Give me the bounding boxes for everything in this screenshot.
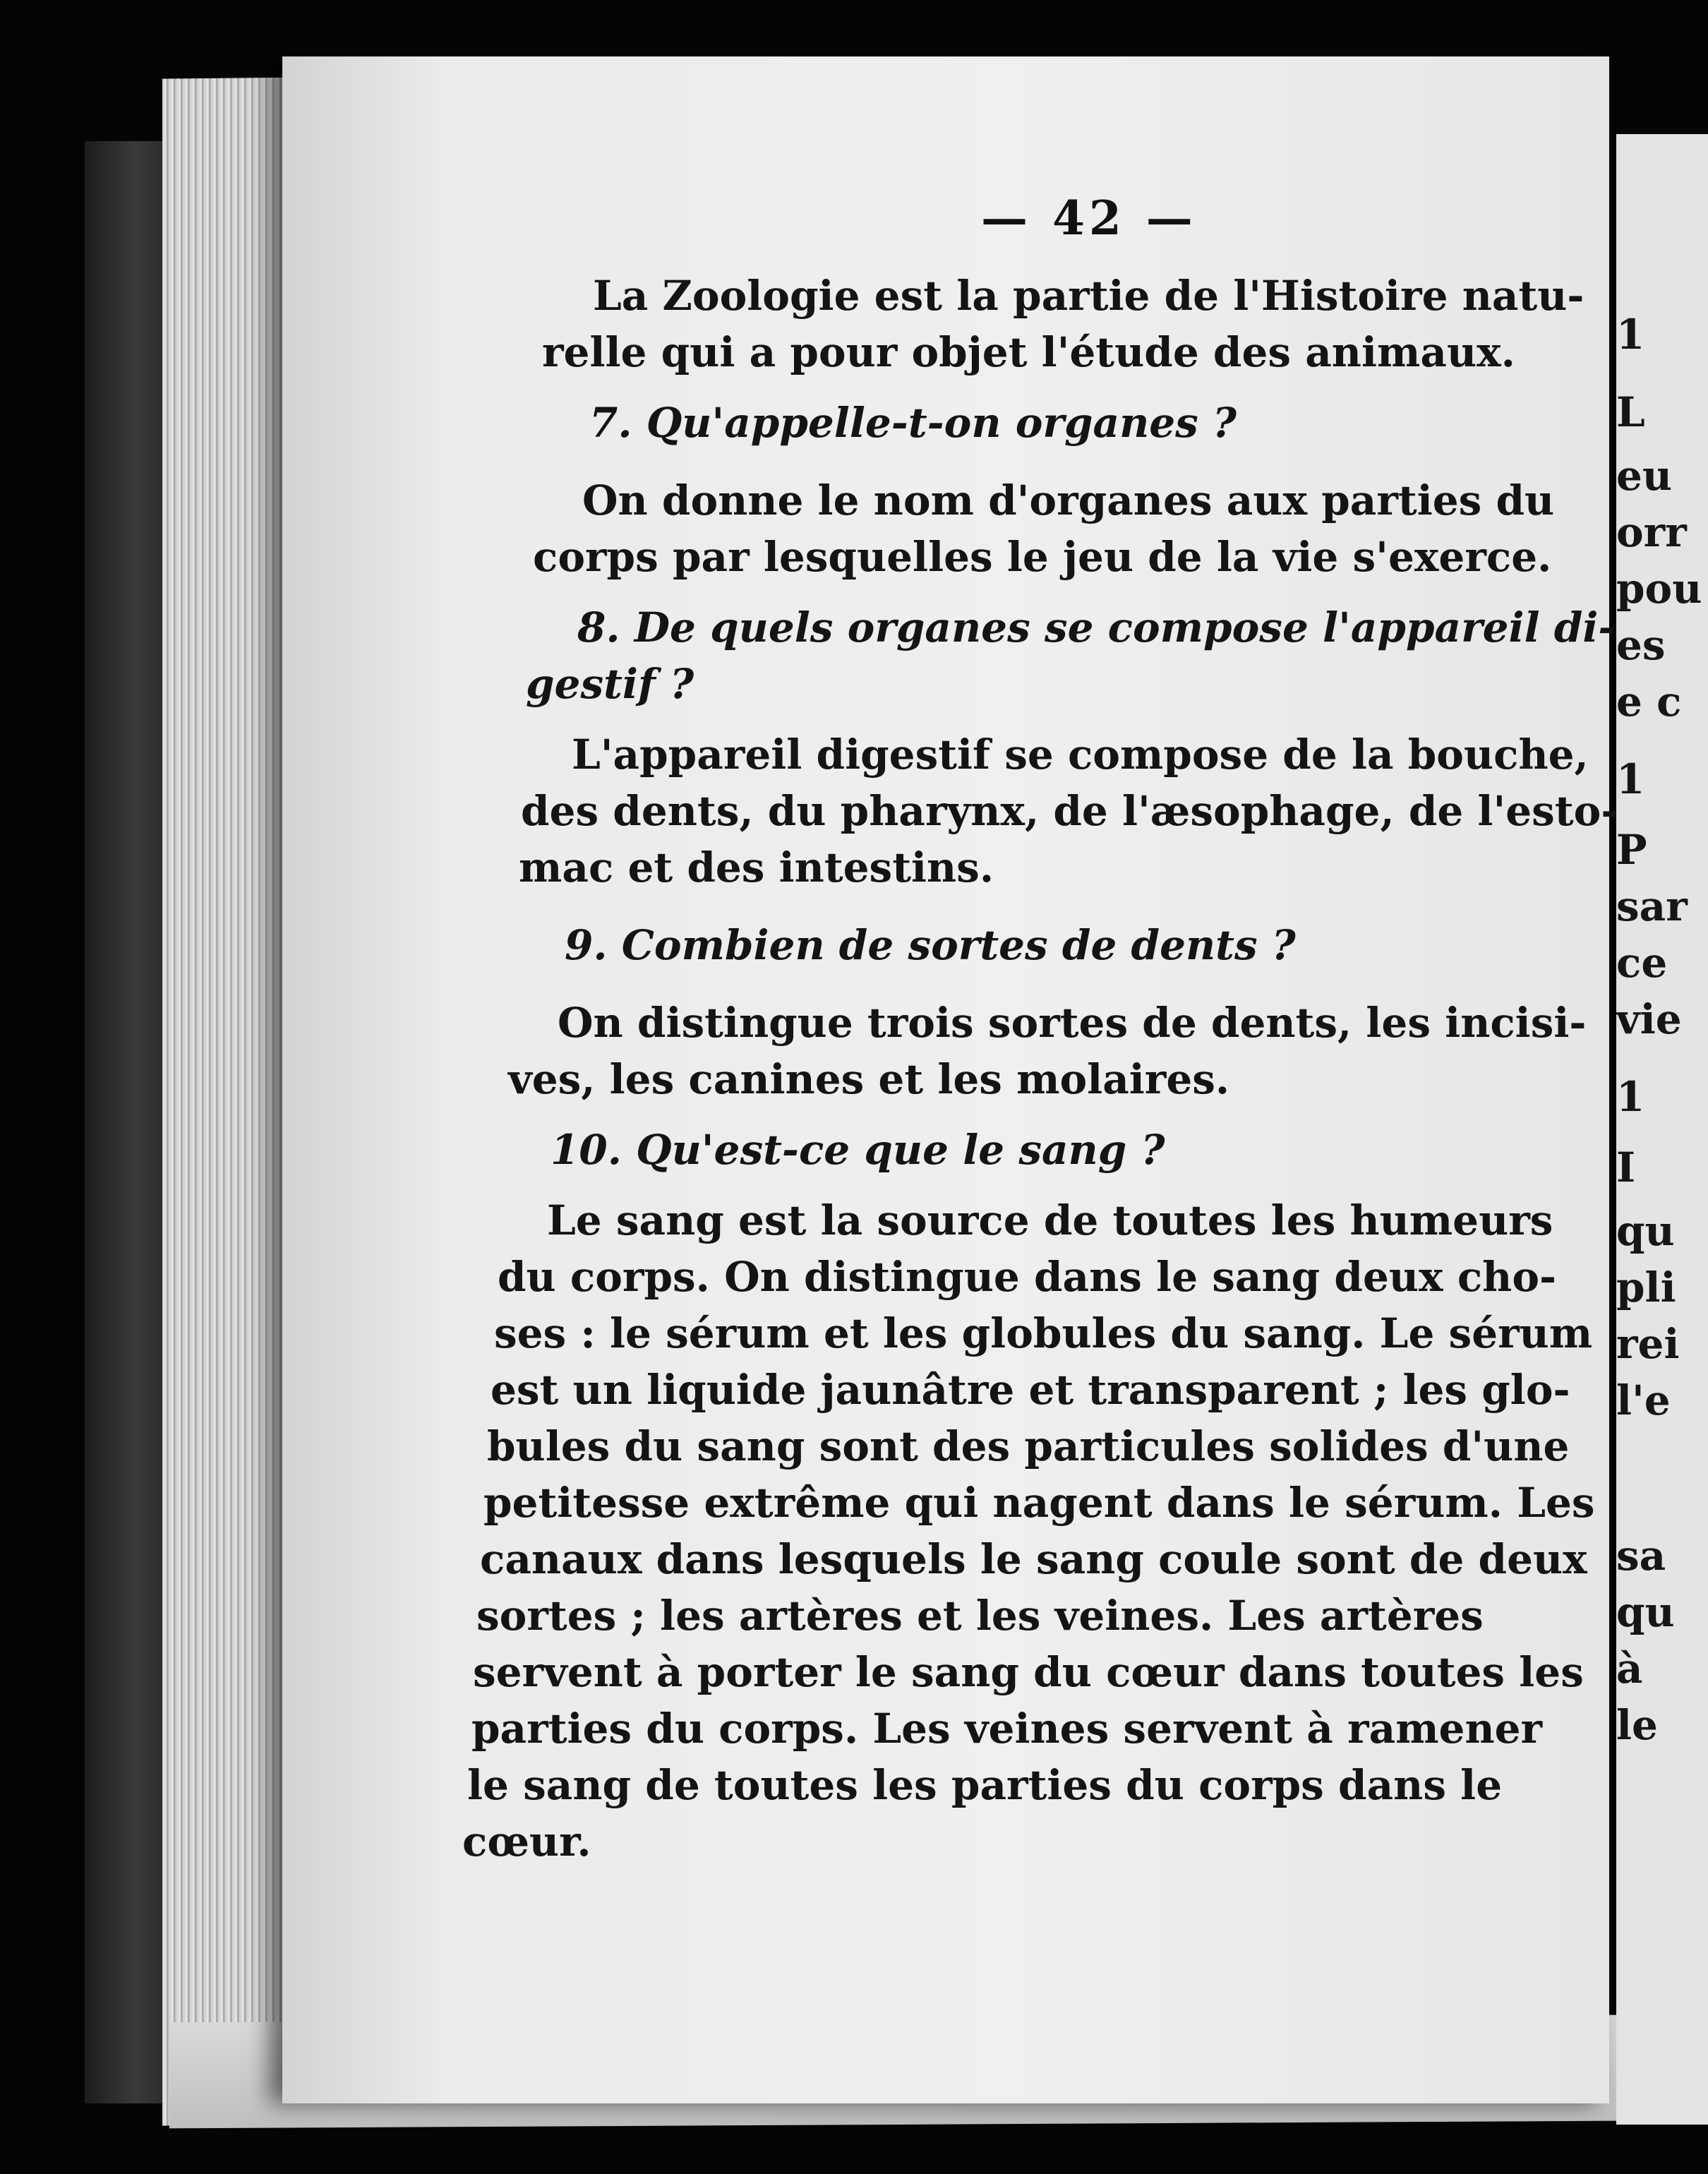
question-heading: 9. Combien de sortes de dents ?	[565, 921, 1296, 969]
facing-page-fragment: eu	[1616, 452, 1673, 500]
text-line: des dents, du pharynx, de l'æsophage, de l'esto-	[521, 787, 1618, 835]
text-line: On distingue trois sortes de dents, les incisi-	[558, 999, 1587, 1047]
facing-page-fragment: L	[1616, 388, 1645, 436]
facing-page-fragment: vie	[1616, 995, 1682, 1043]
facing-page-fragment: l'e	[1616, 1376, 1671, 1424]
question-heading: 7. Qu'appelle-t-on organes ?	[589, 399, 1237, 447]
facing-page-fragment: I	[1616, 1143, 1636, 1191]
text-line: sortes ; les artères et les veines. Les artères	[476, 1592, 1484, 1640]
page-number: — 42 —	[981, 191, 1197, 246]
facing-page-fragment: es	[1616, 621, 1666, 669]
facing-page-fragment: e c	[1616, 678, 1682, 726]
text-line: cœur.	[462, 1818, 591, 1866]
facing-page	[1616, 134, 1708, 2125]
facing-page-fragment: P	[1616, 826, 1647, 874]
facing-page-fragment: 1	[1616, 755, 1645, 803]
facing-page-fragment: sar	[1616, 882, 1688, 930]
facing-page-fragment: à	[1616, 1645, 1643, 1693]
facing-page-fragment: 1	[1616, 1073, 1645, 1121]
facing-page-fragment: pou	[1616, 565, 1702, 613]
facing-page-fragment: le	[1616, 1701, 1658, 1749]
facing-page-fragment: sa	[1616, 1532, 1666, 1580]
text-line: servent à porter le sang du cœur dans toutes les	[473, 1648, 1584, 1696]
facing-page-fragment: 1	[1616, 311, 1645, 359]
question-heading: 8. De quels organes se compose l'appareil di-	[577, 603, 1616, 651]
text-line: ses : le sérum et les globules du sang. Le sérum	[494, 1309, 1593, 1357]
text-line: est un liquide jaunâtre et transparent ; les glo-	[491, 1366, 1570, 1414]
text-line: corps par lesquelles le jeu de la vie s'exerce.	[533, 533, 1552, 581]
text-line: La Zoologie est la partie de l'Histoire natu-	[593, 272, 1584, 320]
text-line: mac et des intestins.	[519, 843, 994, 891]
text-line: du corps. On distingue dans le sang deux cho-	[498, 1253, 1557, 1301]
text-line: relle qui a pour objet l'étude des animaux.	[542, 328, 1515, 376]
question-heading: 10. Qu'est-ce que le sang ?	[551, 1126, 1165, 1174]
book-spine-shadow	[85, 141, 169, 2103]
text-line: Le sang est la source de toutes les humeurs	[547, 1196, 1553, 1244]
text-line: ves, les canines et les molaires.	[508, 1055, 1230, 1103]
facing-page-fragment: qu	[1616, 1588, 1675, 1636]
text-line: On donne le nom d'organes aux parties du	[582, 476, 1555, 524]
text-line: le sang de toutes les parties du corps dans le	[467, 1761, 1503, 1809]
text-line: petitesse extrême qui nagent dans le sérum. Les	[483, 1479, 1595, 1527]
facing-page-fragment: orr	[1616, 508, 1687, 556]
question-heading: gestif ?	[526, 660, 694, 708]
facing-page-fragment: ce	[1616, 939, 1668, 987]
text-line: bules du sang sont des particules solides d'une	[487, 1422, 1570, 1470]
facing-page-fragment: rei	[1616, 1320, 1680, 1368]
text-line: L'appareil digestif se compose de la bouche,	[572, 731, 1589, 779]
facing-page-fragment: pli	[1616, 1263, 1676, 1311]
text-line: parties du corps. Les veines servent à ramener	[471, 1705, 1543, 1753]
text-line: canaux dans lesquels le sang coule sont de deux	[480, 1535, 1587, 1583]
facing-page-fragment: qu	[1616, 1207, 1675, 1255]
